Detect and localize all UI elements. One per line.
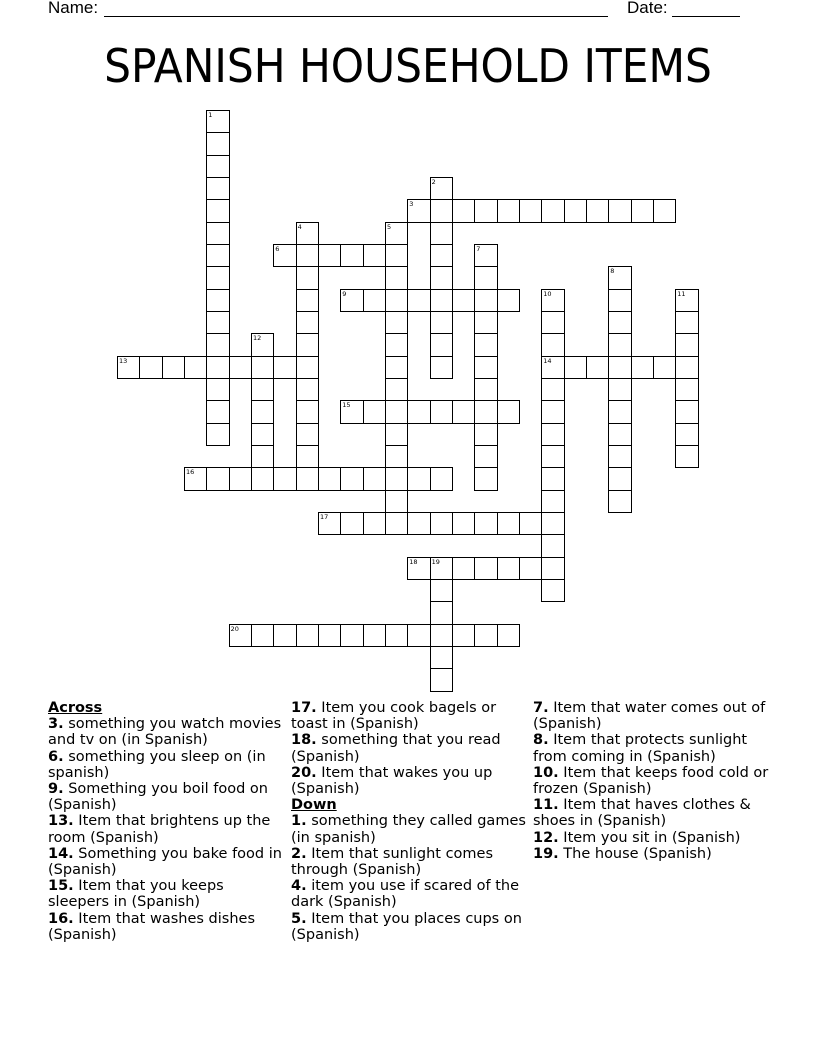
down-clue: 7. Item that water comes out of (Spanish) <box>533 700 766 733</box>
grid-cell[interactable] <box>206 155 229 178</box>
grid-cell[interactable] <box>385 311 408 334</box>
grid-cell[interactable] <box>363 400 386 423</box>
grid-cell[interactable] <box>430 177 453 200</box>
down-heading: Down <box>291 797 337 814</box>
grid-cell[interactable] <box>430 244 453 267</box>
grid-cell[interactable] <box>385 400 408 423</box>
down-clue: 12. Item you sit in (Spanish) <box>533 829 741 846</box>
down-clue: 10. Item that keeps food cold or frozen (Spanish) <box>533 764 769 798</box>
grid-cell[interactable] <box>474 266 497 289</box>
grid-cell[interactable] <box>184 467 207 490</box>
grid-cell[interactable] <box>296 624 319 647</box>
grid-cell[interactable] <box>206 378 229 401</box>
grid-cell[interactable] <box>363 244 386 267</box>
grid-cell[interactable] <box>340 624 363 647</box>
grid-cell[interactable] <box>474 199 497 222</box>
grid-cell[interactable] <box>675 356 698 379</box>
grid-cell[interactable] <box>474 624 497 647</box>
grid-cell[interactable] <box>407 199 430 222</box>
grid-cell[interactable] <box>430 311 453 334</box>
page-title: SPANISH HOUSEHOLD ITEMS <box>104 39 712 93</box>
grid-cell[interactable] <box>474 400 497 423</box>
down-clue: 4. item you use if scared of the dark (Spanish) <box>291 878 520 911</box>
across-clue: 3. something you watch movies and tv on (in Spanish) <box>48 716 282 749</box>
grid-cell[interactable] <box>273 244 296 267</box>
grid-cell[interactable] <box>541 579 564 602</box>
grid-cell[interactable] <box>474 557 497 580</box>
grid-cell[interactable] <box>675 311 698 334</box>
grid-cell[interactable] <box>363 624 386 647</box>
grid-cell[interactable] <box>430 579 453 602</box>
grid-cell[interactable] <box>340 467 363 490</box>
grid-cell[interactable] <box>474 512 497 535</box>
grid-cell[interactable] <box>251 467 274 490</box>
clue-number: 7 <box>476 245 481 253</box>
grid-cell[interactable] <box>474 289 497 312</box>
grid-cell[interactable] <box>452 400 475 423</box>
grid-cell[interactable] <box>340 289 363 312</box>
grid-cell[interactable] <box>385 266 408 289</box>
down-clue: 5. Item that you places cups on (Spanish) <box>291 910 522 943</box>
clue-number: 11 <box>677 289 686 298</box>
clue-number: 19 <box>431 557 440 566</box>
clue-number: 3 <box>409 200 414 209</box>
grid-cell[interactable] <box>296 400 319 423</box>
grid-cell[interactable] <box>385 289 408 312</box>
grid-cell[interactable] <box>541 400 564 423</box>
grid-cell[interactable] <box>497 199 520 222</box>
grid-cell[interactable] <box>318 512 341 535</box>
grid-cell[interactable] <box>474 445 497 468</box>
grid-cell[interactable] <box>251 445 274 468</box>
grid-cell[interactable] <box>117 356 140 379</box>
grid-cell[interactable] <box>251 624 274 647</box>
grid-cell[interactable] <box>296 356 319 379</box>
grid-cell[interactable] <box>430 467 453 490</box>
grid-cell[interactable] <box>541 490 564 513</box>
grid-cell[interactable] <box>206 289 229 312</box>
clue-number: 13 <box>119 356 128 365</box>
grid-cell[interactable] <box>608 490 631 513</box>
grid-cell[interactable] <box>653 356 676 379</box>
grid-cell[interactable] <box>407 512 430 535</box>
grid-cell[interactable] <box>251 333 274 356</box>
grid-cell[interactable] <box>407 557 430 580</box>
grid-cell[interactable] <box>407 467 430 490</box>
grid-cell[interactable] <box>251 356 274 379</box>
grid-cell[interactable] <box>206 400 229 423</box>
grid-cell[interactable] <box>296 467 319 490</box>
clue-number: 20 <box>230 624 239 633</box>
grid-cell[interactable] <box>497 624 520 647</box>
grid-cell[interactable] <box>675 445 698 468</box>
grid-cell[interactable] <box>385 356 408 379</box>
grid-cell[interactable] <box>251 400 274 423</box>
grid-cell[interactable] <box>385 222 408 245</box>
grid-cell[interactable] <box>385 467 408 490</box>
grid-cell[interactable] <box>452 289 475 312</box>
clue-number: 14 <box>543 356 552 365</box>
grid-cell[interactable] <box>385 378 408 401</box>
grid-cell[interactable] <box>363 467 386 490</box>
grid-cell[interactable] <box>474 423 497 446</box>
grid-cell[interactable] <box>430 512 453 535</box>
grid-cell[interactable] <box>608 199 631 222</box>
grid-cell[interactable] <box>184 356 207 379</box>
grid-cell[interactable] <box>430 356 453 379</box>
grid-cell[interactable] <box>363 289 386 312</box>
down-clue: 2. Item that sunlight comes through (Spanish) <box>291 845 494 879</box>
grid-cell[interactable] <box>385 445 408 468</box>
grid-cell[interactable] <box>229 467 252 490</box>
grid-cell[interactable] <box>251 423 274 446</box>
grid-cell[interactable] <box>385 512 408 535</box>
grid-cell[interactable] <box>541 333 564 356</box>
grid-cell[interactable] <box>296 244 319 267</box>
grid-cell[interactable] <box>608 467 631 490</box>
grid-cell[interactable] <box>452 512 475 535</box>
grid-cell[interactable] <box>430 557 453 580</box>
grid-cell[interactable] <box>206 266 229 289</box>
grid-cell[interactable] <box>608 356 631 379</box>
grid-cell[interactable] <box>541 557 564 580</box>
grid-cell[interactable] <box>296 423 319 446</box>
grid-cell[interactable] <box>474 356 497 379</box>
grid-cell[interactable] <box>430 601 453 624</box>
across-clue: 15. Item that you keeps sleepers in (Spanish) <box>48 878 224 911</box>
grid-cell[interactable] <box>519 199 542 222</box>
grid-cell[interactable] <box>564 356 587 379</box>
grid-cell[interactable] <box>497 557 520 580</box>
grid-cell[interactable] <box>430 289 453 312</box>
grid-cell[interactable] <box>206 222 229 245</box>
grid-cell[interactable] <box>318 624 341 647</box>
grid-cell[interactable] <box>474 378 497 401</box>
down-clue: 1. something they called games (in spanish) <box>291 813 526 846</box>
grid-cell[interactable] <box>430 222 453 245</box>
grid-cell[interactable] <box>206 199 229 222</box>
grid-cell[interactable] <box>385 333 408 356</box>
grid-cell[interactable] <box>385 624 408 647</box>
down-clue: 19. The house (Spanish) <box>533 845 712 862</box>
grid-cell[interactable] <box>452 624 475 647</box>
grid-cell[interactable] <box>162 356 185 379</box>
grid-cell[interactable] <box>541 356 564 379</box>
grid-cell[interactable] <box>608 289 631 312</box>
grid-cell[interactable] <box>385 490 408 513</box>
grid-cell[interactable] <box>206 132 229 155</box>
grid-cell[interactable] <box>519 512 542 535</box>
grid-cell[interactable] <box>430 199 453 222</box>
grid-cell[interactable] <box>206 467 229 490</box>
across-clue: 6. something you sleep on (in spanish) <box>48 748 266 781</box>
grid-cell[interactable] <box>296 333 319 356</box>
clue-number: 17 <box>320 512 329 521</box>
clue-number: 6 <box>275 245 280 253</box>
grid-cell[interactable] <box>474 311 497 334</box>
clue-number: 10 <box>543 289 552 298</box>
grid-cell[interactable] <box>474 333 497 356</box>
grid-cell[interactable] <box>229 356 252 379</box>
clue-number: 16 <box>186 468 195 477</box>
clue-column-3 <box>533 700 769 862</box>
name-label: Name: <box>48 0 99 17</box>
grid-cell[interactable] <box>407 289 430 312</box>
across-clue: 17. Item you cook bagels or toast in (Spanish) <box>291 700 497 733</box>
grid-cell[interactable] <box>251 378 274 401</box>
grid-cell[interactable] <box>541 378 564 401</box>
grid-cell[interactable] <box>541 534 564 557</box>
grid-cell[interactable] <box>206 333 229 356</box>
grid-cell[interactable] <box>675 423 698 446</box>
grid-cell[interactable] <box>474 244 497 267</box>
grid-cell[interactable] <box>452 199 475 222</box>
grid-cell[interactable] <box>206 356 229 379</box>
across-heading: Across <box>48 700 103 716</box>
grid-cell[interactable] <box>497 512 520 535</box>
grid-cell[interactable] <box>407 400 430 423</box>
clue-column-1 <box>48 700 284 943</box>
grid-cell[interactable] <box>541 512 564 535</box>
grid-cell[interactable] <box>296 311 319 334</box>
grid-cell[interactable] <box>385 423 408 446</box>
clue-number: 12 <box>253 334 262 343</box>
grid-cell[interactable] <box>541 289 564 312</box>
across-clue: 16. Item that washes dishes (Spanish) <box>48 910 255 943</box>
clue-number: 8 <box>610 267 615 276</box>
grid-cell[interactable] <box>608 266 631 289</box>
clue-column-2 <box>291 700 527 943</box>
clue-number: 18 <box>409 557 418 566</box>
grid-cell[interactable] <box>206 423 229 446</box>
grid-cell[interactable] <box>273 467 296 490</box>
grid-cell[interactable] <box>206 177 229 200</box>
grid-cell[interactable] <box>318 244 341 267</box>
clue-number: 4 <box>297 222 302 231</box>
grid-cell[interactable] <box>430 624 453 647</box>
grid-cell[interactable] <box>452 557 475 580</box>
clue-number: 1 <box>208 111 213 119</box>
grid-cell[interactable] <box>139 356 162 379</box>
clue-number: 15 <box>342 401 351 410</box>
grid-cell[interactable] <box>541 423 564 446</box>
grid-cell[interactable] <box>206 110 229 133</box>
grid-cell[interactable] <box>608 445 631 468</box>
grid-cell[interactable] <box>430 400 453 423</box>
across-clue: 9. Something you boil food on (Spanish) <box>48 781 268 814</box>
grid-cell[interactable] <box>206 244 229 267</box>
grid-cell[interactable] <box>608 423 631 446</box>
grid-cell[interactable] <box>296 266 319 289</box>
grid-cell[interactable] <box>541 445 564 468</box>
grid-cell[interactable] <box>340 400 363 423</box>
grid-cell[interactable] <box>206 311 229 334</box>
grid-cell[interactable] <box>385 244 408 267</box>
across-clue: 20. Item that wakes you up (Spanish) <box>291 764 493 798</box>
grid-cell[interactable] <box>363 512 386 535</box>
grid-cell[interactable] <box>608 311 631 334</box>
grid-cell[interactable] <box>653 199 676 222</box>
grid-cell[interactable] <box>541 467 564 490</box>
grid-cell[interactable] <box>296 222 319 245</box>
grid-cell[interactable] <box>474 467 497 490</box>
grid-cell[interactable] <box>407 624 430 647</box>
across-clue: 18. something that you read (Spanish) <box>291 732 501 765</box>
grid-cell[interactable] <box>608 400 631 423</box>
grid-cell[interactable] <box>608 378 631 401</box>
down-clue: 8. Item that protects sunlight from coming in (Spanish) <box>533 732 748 765</box>
grid-cell[interactable] <box>340 244 363 267</box>
grid-cell[interactable] <box>586 199 609 222</box>
grid-cell[interactable] <box>296 445 319 468</box>
grid-cell[interactable] <box>497 289 520 312</box>
grid-cell[interactable] <box>497 400 520 423</box>
grid-cell[interactable] <box>541 311 564 334</box>
down-clue: 11. Item that haves clothes & shoes in (Spanish) <box>533 797 751 830</box>
clue-number: 9 <box>342 289 347 298</box>
grid-cell[interactable] <box>675 289 698 312</box>
across-clue: 13. Item that brightens up the room (Spanish) <box>48 813 271 846</box>
grid-cell[interactable] <box>631 356 654 379</box>
grid-cell[interactable] <box>430 668 453 691</box>
date-label: Date: <box>627 0 668 17</box>
grid-cell[interactable] <box>586 356 609 379</box>
grid-cell[interactable] <box>340 512 363 535</box>
grid-cell[interactable] <box>430 646 453 669</box>
grid-cell[interactable] <box>675 333 698 356</box>
clue-number: 5 <box>387 222 392 231</box>
grid-cell[interactable] <box>273 356 296 379</box>
grid-cell[interactable] <box>296 378 319 401</box>
grid-cell[interactable] <box>273 624 296 647</box>
grid-cell[interactable] <box>608 333 631 356</box>
grid-cell[interactable] <box>631 199 654 222</box>
grid-cell[interactable] <box>430 266 453 289</box>
grid-cell[interactable] <box>675 378 698 401</box>
grid-cell[interactable] <box>430 333 453 356</box>
clue-number: 2 <box>431 178 436 186</box>
grid-cell[interactable] <box>564 199 587 222</box>
grid-cell[interactable] <box>229 624 252 647</box>
grid-cell[interactable] <box>675 400 698 423</box>
across-clue: 14. Something you bake food in (Spanish) <box>48 845 282 879</box>
grid-cell[interactable] <box>318 467 341 490</box>
grid-cell[interactable] <box>296 289 319 312</box>
grid-cell[interactable] <box>519 557 542 580</box>
grid-cell[interactable] <box>541 199 564 222</box>
